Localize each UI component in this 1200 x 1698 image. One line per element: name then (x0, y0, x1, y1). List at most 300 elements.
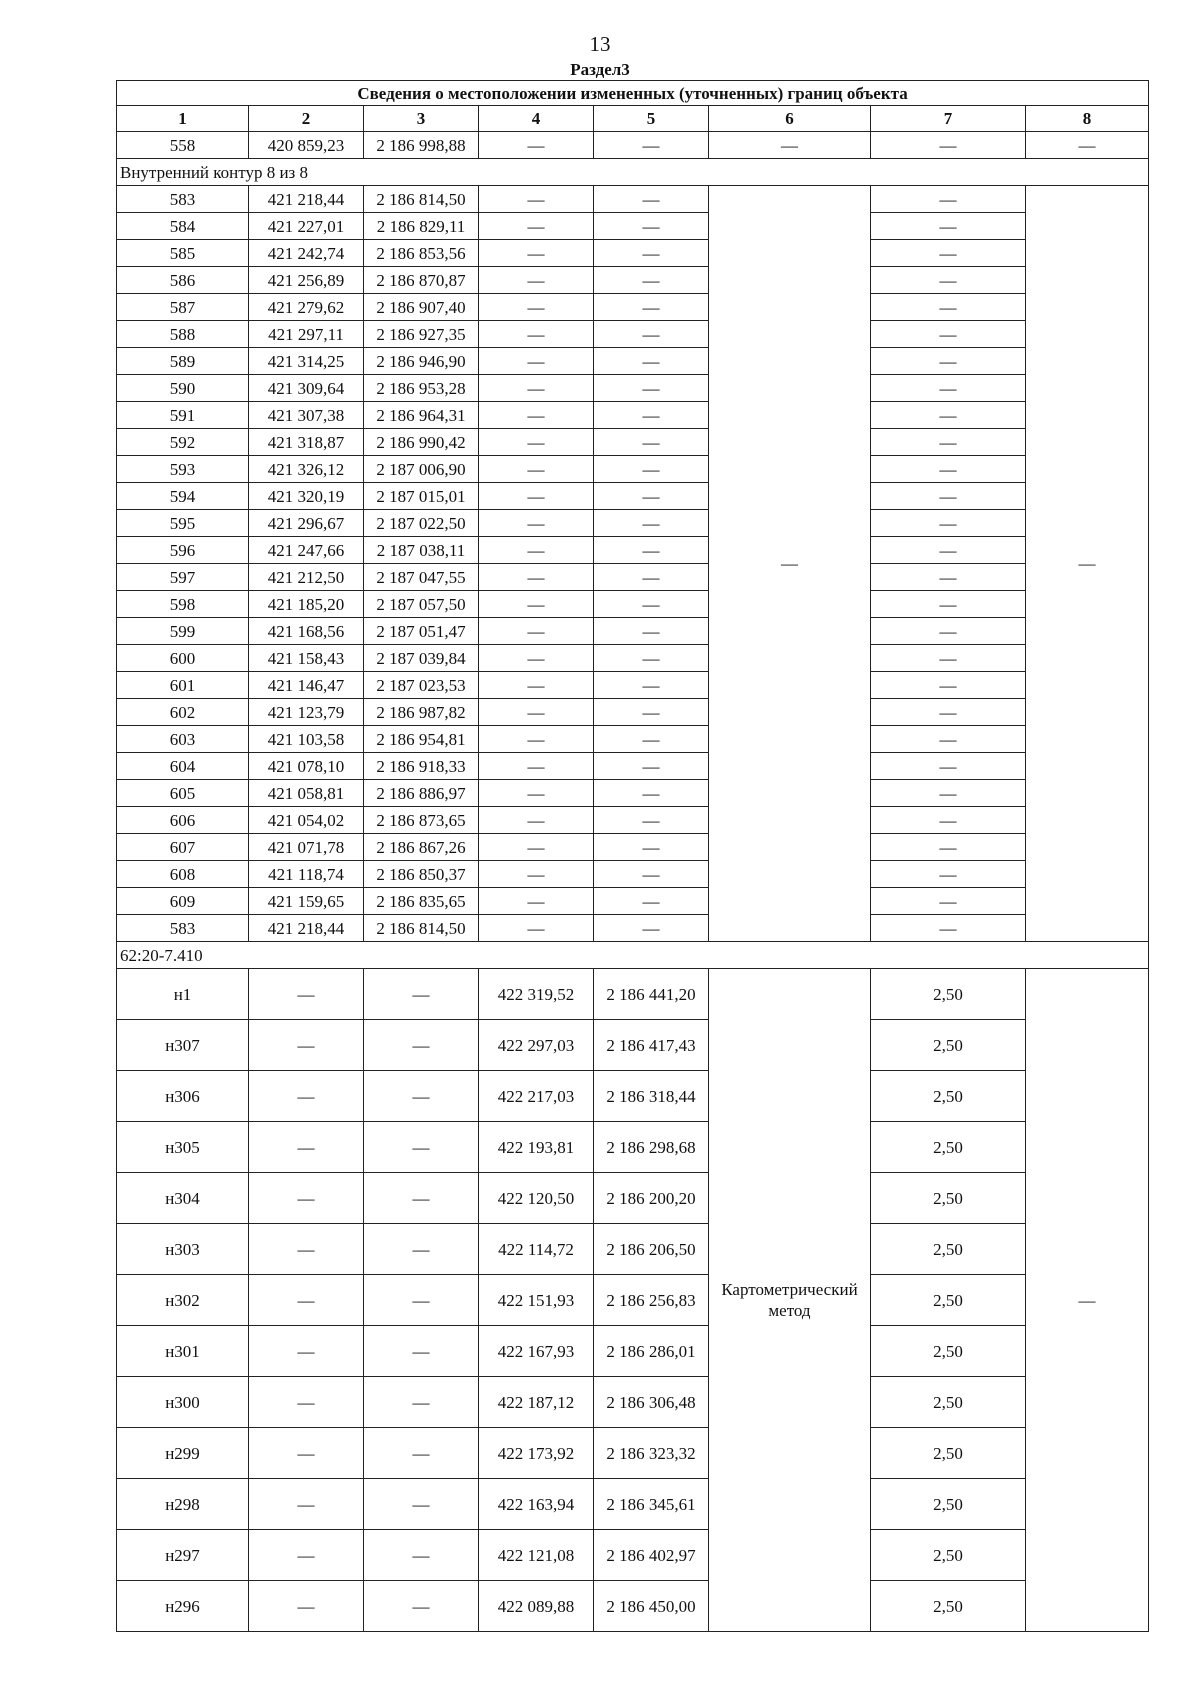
table-cell: — (479, 267, 594, 294)
table-cell: — (479, 510, 594, 537)
table-cell: — (871, 321, 1026, 348)
table-cell: — (479, 618, 594, 645)
table-cell: — (479, 348, 594, 375)
table-cell: н300 (117, 1377, 249, 1428)
table-cell: — (871, 240, 1026, 267)
table-cell: — (594, 402, 709, 429)
table-cell: — (249, 969, 364, 1020)
table-cell: 422 121,08 (479, 1530, 594, 1581)
table-cell: 422 114,72 (479, 1224, 594, 1275)
table-cell: 2 186 946,90 (364, 348, 479, 375)
table-cell: н296 (117, 1581, 249, 1632)
table-cell: 422 151,93 (479, 1275, 594, 1326)
table-cell: 421 296,67 (249, 510, 364, 537)
table-cell: н1 (117, 969, 249, 1020)
table-cell: 422 319,52 (479, 969, 594, 1020)
table-row (117, 375, 1149, 402)
table-row (117, 834, 1149, 861)
table-row (117, 267, 1149, 294)
table-row (117, 888, 1149, 915)
table-cell: 2,50 (871, 1326, 1026, 1377)
table-cell: — (479, 726, 594, 753)
table-row (117, 753, 1149, 780)
parcel-label-row (117, 942, 1149, 969)
table-cell: 2 186 200,20 (594, 1173, 709, 1224)
table-row (117, 1020, 1149, 1071)
table-cell: 2,50 (871, 1224, 1026, 1275)
table-row (117, 915, 1149, 942)
table-cell: 2 186 964,31 (364, 402, 479, 429)
table-row (117, 1071, 1149, 1122)
merged-cell-col6: — (709, 186, 871, 942)
table-cell: — (871, 699, 1026, 726)
table-cell: — (479, 429, 594, 456)
table-cell: — (594, 456, 709, 483)
table-cell: 558 (117, 132, 249, 159)
table-cell: — (871, 375, 1026, 402)
table-cell: н302 (117, 1275, 249, 1326)
table-cell: — (871, 456, 1026, 483)
table-cell: 598 (117, 591, 249, 618)
table-cell: 2,50 (871, 1377, 1026, 1428)
table-cell: 421 326,12 (249, 456, 364, 483)
table-cell: — (709, 132, 871, 159)
table-cell: — (871, 780, 1026, 807)
table-cell: 421 185,20 (249, 591, 364, 618)
table-cell: 2 186 441,20 (594, 969, 709, 1020)
table-cell: 2 186 306,48 (594, 1377, 709, 1428)
table-cell: 421 218,44 (249, 186, 364, 213)
table-cell: 421 297,11 (249, 321, 364, 348)
table-cell: 421 314,25 (249, 348, 364, 375)
table-cell: 2,50 (871, 1173, 1026, 1224)
table-cell: — (249, 1122, 364, 1173)
table-cell: 2 186 867,26 (364, 834, 479, 861)
table-cell: н304 (117, 1173, 249, 1224)
table-row (117, 537, 1149, 564)
contour-label: Внутренний контур 8 из 8 (117, 159, 1149, 186)
table-cell: — (594, 375, 709, 402)
table-cell: н298 (117, 1479, 249, 1530)
table-cell: 2 187 023,53 (364, 672, 479, 699)
table-cell: 2 187 006,90 (364, 456, 479, 483)
table-cell: — (249, 1224, 364, 1275)
table-cell: — (871, 753, 1026, 780)
table-cell: — (479, 537, 594, 564)
table-cell: 2,50 (871, 1479, 1026, 1530)
section-title: Раздел3 (570, 60, 630, 79)
table-cell: 2 186 907,40 (364, 294, 479, 321)
table-cell: — (594, 267, 709, 294)
table-cell: 421 307,38 (249, 402, 364, 429)
table-cell: — (479, 132, 594, 159)
table-cell: 2 186 870,87 (364, 267, 479, 294)
table-cell: — (871, 348, 1026, 375)
table-cell: — (364, 1020, 479, 1071)
table-cell: — (594, 564, 709, 591)
table-cell: — (249, 1020, 364, 1071)
table-cell: 2,50 (871, 1530, 1026, 1581)
table-cell: — (594, 483, 709, 510)
table-cell: 421 318,87 (249, 429, 364, 456)
table-cell: 2 186 814,50 (364, 915, 479, 942)
table-cell: — (594, 429, 709, 456)
table-cell: — (871, 672, 1026, 699)
table-cell: 421 309,64 (249, 375, 364, 402)
table-cell: — (594, 888, 709, 915)
table-cell: 2 186 954,81 (364, 726, 479, 753)
column-number: 3 (364, 106, 479, 132)
table-cell: — (479, 294, 594, 321)
table-cell: 422 120,50 (479, 1173, 594, 1224)
table-cell: 583 (117, 186, 249, 213)
table-row (117, 402, 1149, 429)
table-cell: — (479, 645, 594, 672)
table-cell: — (249, 1377, 364, 1428)
table-cell: 599 (117, 618, 249, 645)
table-cell: 421 279,62 (249, 294, 364, 321)
table-cell: 584 (117, 213, 249, 240)
table-cell: 2 186 918,33 (364, 753, 479, 780)
table-cell: — (479, 375, 594, 402)
table-cell: 421 118,74 (249, 861, 364, 888)
table-cell: 594 (117, 483, 249, 510)
table-row (117, 969, 1149, 1020)
table-row (117, 861, 1149, 888)
table-cell: 421 071,78 (249, 834, 364, 861)
table-body (117, 81, 1149, 1632)
table-cell: — (594, 591, 709, 618)
table-cell: 2,50 (871, 1275, 1026, 1326)
table-cell: 601 (117, 672, 249, 699)
table-row (117, 429, 1149, 456)
table-row (117, 294, 1149, 321)
table-cell: 588 (117, 321, 249, 348)
table-cell: — (594, 213, 709, 240)
parcel-label: 62:20-7.410 (117, 942, 1149, 969)
table-cell: 2,50 (871, 1020, 1026, 1071)
table-cell: 2,50 (871, 1581, 1026, 1632)
table-row (117, 618, 1149, 645)
table-cell: 2 186 417,43 (594, 1020, 709, 1071)
table-row (117, 1173, 1149, 1224)
table-cell: — (594, 510, 709, 537)
table-cell: 604 (117, 753, 249, 780)
table-cell: — (871, 537, 1026, 564)
table-cell: 420 859,23 (249, 132, 364, 159)
table-cell: — (594, 240, 709, 267)
table-cell: 2 186 850,37 (364, 861, 479, 888)
table-cell: 592 (117, 429, 249, 456)
table-row (117, 591, 1149, 618)
table-cell: 421 158,43 (249, 645, 364, 672)
table-row (117, 1122, 1149, 1173)
table-row (117, 1530, 1149, 1581)
table-cell: — (249, 1479, 364, 1530)
table-cell: 2 187 038,11 (364, 537, 479, 564)
table-cell: — (594, 132, 709, 159)
table-cell: 2 187 051,47 (364, 618, 479, 645)
column-number: 2 (249, 106, 364, 132)
table-cell: 583 (117, 915, 249, 942)
table-cell: 421 212,50 (249, 564, 364, 591)
table-title: Сведения о местоположении измененных (уточненных) границ объекта (117, 81, 1149, 106)
table-cell: 606 (117, 807, 249, 834)
table-row (117, 483, 1149, 510)
table-cell: — (479, 456, 594, 483)
table-row (117, 807, 1149, 834)
table-cell: 422 217,03 (479, 1071, 594, 1122)
table-cell: 2,50 (871, 1122, 1026, 1173)
table-cell: — (594, 780, 709, 807)
table-cell: — (479, 780, 594, 807)
column-number: 8 (1026, 106, 1149, 132)
table-cell: н303 (117, 1224, 249, 1275)
table-cell: 2 187 039,84 (364, 645, 479, 672)
table-cell: 421 227,01 (249, 213, 364, 240)
table-cell: 2 186 998,88 (364, 132, 479, 159)
table-cell: — (249, 1530, 364, 1581)
table-cell: — (871, 483, 1026, 510)
table-cell: 591 (117, 402, 249, 429)
table-cell: 421 218,44 (249, 915, 364, 942)
table-cell: 595 (117, 510, 249, 537)
table-cell: 593 (117, 456, 249, 483)
table-cell: — (594, 753, 709, 780)
table-row (117, 1377, 1149, 1428)
table-cell: — (479, 915, 594, 942)
table-cell: — (249, 1326, 364, 1377)
table-title-row (117, 81, 1149, 106)
table-cell: 2 186 953,28 (364, 375, 479, 402)
table-cell: н306 (117, 1071, 249, 1122)
table-cell: 605 (117, 780, 249, 807)
table-cell: — (871, 888, 1026, 915)
table-cell: 422 297,03 (479, 1020, 594, 1071)
table-cell: 2 186 286,01 (594, 1326, 709, 1377)
table-cell: 421 256,89 (249, 267, 364, 294)
table-cell: 608 (117, 861, 249, 888)
table-cell: — (594, 834, 709, 861)
table-cell: 596 (117, 537, 249, 564)
table-cell: 609 (117, 888, 249, 915)
table-cell: — (871, 402, 1026, 429)
table-cell: — (479, 888, 594, 915)
table-cell: н297 (117, 1530, 249, 1581)
table-cell: 421 168,56 (249, 618, 364, 645)
table-cell: — (871, 834, 1026, 861)
table-cell: 2 186 206,50 (594, 1224, 709, 1275)
table-cell: — (249, 1275, 364, 1326)
table-cell: — (594, 186, 709, 213)
table-cell: — (364, 1530, 479, 1581)
column-number: 4 (479, 106, 594, 132)
merged-cell-col8: — (1026, 969, 1149, 1632)
column-numbers-row (117, 106, 1149, 132)
table-cell: 2 186 323,32 (594, 1428, 709, 1479)
table-cell: — (479, 186, 594, 213)
table-cell: 2 186 853,56 (364, 240, 479, 267)
table-cell: — (871, 915, 1026, 942)
table-cell: 422 167,93 (479, 1326, 594, 1377)
table-cell: 2 187 015,01 (364, 483, 479, 510)
table-cell: — (594, 672, 709, 699)
table-cell: 2 186 987,82 (364, 699, 479, 726)
table-cell: — (871, 294, 1026, 321)
table-cell: — (871, 267, 1026, 294)
table-row (117, 1275, 1149, 1326)
table-cell: 2,50 (871, 1428, 1026, 1479)
table-cell: 421 058,81 (249, 780, 364, 807)
table-cell: 2 186 927,35 (364, 321, 479, 348)
table-cell: — (871, 591, 1026, 618)
boundary-coordinates-table (116, 80, 1149, 1632)
table-row (117, 1224, 1149, 1275)
table-cell: — (871, 861, 1026, 888)
table-row (117, 1326, 1149, 1377)
table-cell: — (364, 1224, 479, 1275)
table-cell: 2,50 (871, 969, 1026, 1020)
table-cell: 422 173,92 (479, 1428, 594, 1479)
table-cell: 600 (117, 645, 249, 672)
table-cell: — (871, 186, 1026, 213)
table-cell: 2 186 814,50 (364, 186, 479, 213)
merged-cell-col8: — (1026, 186, 1149, 942)
table-cell: 421 054,02 (249, 807, 364, 834)
table-row (117, 186, 1149, 213)
table-cell: 421 078,10 (249, 753, 364, 780)
table-row (117, 726, 1149, 753)
table-row (117, 672, 1149, 699)
table-cell: 602 (117, 699, 249, 726)
table-cell: 2 187 047,55 (364, 564, 479, 591)
table-row (117, 240, 1149, 267)
table-cell: н301 (117, 1326, 249, 1377)
table-cell: — (594, 726, 709, 753)
table-cell: — (364, 1275, 479, 1326)
table-cell: — (594, 321, 709, 348)
table-cell: — (871, 726, 1026, 753)
table-cell: — (594, 861, 709, 888)
table-cell: 2 186 835,65 (364, 888, 479, 915)
column-number: 6 (709, 106, 871, 132)
table-row (117, 213, 1149, 240)
table-cell: — (479, 240, 594, 267)
table-cell: — (479, 807, 594, 834)
table-cell: н307 (117, 1020, 249, 1071)
table-cell: — (1026, 132, 1149, 159)
table-cell: — (594, 618, 709, 645)
table-row (117, 1581, 1149, 1632)
table-cell: 607 (117, 834, 249, 861)
table-cell: 421 146,47 (249, 672, 364, 699)
table-cell: 2 186 450,00 (594, 1581, 709, 1632)
table-cell: — (479, 672, 594, 699)
table-cell: н299 (117, 1428, 249, 1479)
table-cell: — (249, 1071, 364, 1122)
table-row (117, 564, 1149, 591)
table-cell: — (871, 564, 1026, 591)
table-row (117, 132, 1149, 159)
table-cell: 421 247,66 (249, 537, 364, 564)
table-cell: 2 186 829,11 (364, 213, 479, 240)
table-cell: 421 103,58 (249, 726, 364, 753)
table-row (117, 348, 1149, 375)
table-cell: — (364, 969, 479, 1020)
table-cell: — (479, 861, 594, 888)
table-cell: — (364, 1071, 479, 1122)
column-number: 5 (594, 106, 709, 132)
table-cell: — (364, 1377, 479, 1428)
table-cell: — (249, 1173, 364, 1224)
page-number: 13 (589, 32, 611, 56)
table-cell: — (479, 591, 594, 618)
table-cell: — (479, 564, 594, 591)
table-cell: 2 186 345,61 (594, 1479, 709, 1530)
table-cell: 422 089,88 (479, 1581, 594, 1632)
table-cell: — (871, 429, 1026, 456)
table-cell: 585 (117, 240, 249, 267)
table-cell: 2 187 057,50 (364, 591, 479, 618)
table-cell: — (249, 1428, 364, 1479)
table-cell: — (479, 753, 594, 780)
table-cell: 421 159,65 (249, 888, 364, 915)
table-row (117, 456, 1149, 483)
table-cell: — (479, 213, 594, 240)
table-cell: 2 186 318,44 (594, 1071, 709, 1122)
table-cell: 421 320,19 (249, 483, 364, 510)
table-cell: — (364, 1173, 479, 1224)
table-cell: — (594, 348, 709, 375)
table-cell: — (364, 1479, 479, 1530)
table-cell: — (594, 645, 709, 672)
table-cell: 590 (117, 375, 249, 402)
method-cell: Картометрический метод (709, 969, 871, 1632)
table-cell: 2 187 022,50 (364, 510, 479, 537)
table-cell: — (479, 834, 594, 861)
table-cell: 2,50 (871, 1071, 1026, 1122)
table-cell: 422 193,81 (479, 1122, 594, 1173)
table-cell: 422 187,12 (479, 1377, 594, 1428)
table-row (117, 321, 1149, 348)
table-cell: — (594, 699, 709, 726)
table-cell: — (871, 645, 1026, 672)
table-cell: 2 186 256,83 (594, 1275, 709, 1326)
column-number: 7 (871, 106, 1026, 132)
table-cell: — (479, 483, 594, 510)
table-cell: — (871, 213, 1026, 240)
table-cell: 421 123,79 (249, 699, 364, 726)
table-cell: 2 186 298,68 (594, 1122, 709, 1173)
table-cell: 589 (117, 348, 249, 375)
table-cell: — (594, 537, 709, 564)
table-cell: — (364, 1122, 479, 1173)
table-cell: 586 (117, 267, 249, 294)
table-row (117, 699, 1149, 726)
table-cell: 2 186 886,97 (364, 780, 479, 807)
table-row (117, 1428, 1149, 1479)
table-cell: — (364, 1428, 479, 1479)
table-cell: 597 (117, 564, 249, 591)
table-cell: — (594, 915, 709, 942)
contour-label-row (117, 159, 1149, 186)
table-cell: — (364, 1581, 479, 1632)
table-row (117, 645, 1149, 672)
table-cell: — (871, 510, 1026, 537)
table-cell: — (871, 807, 1026, 834)
table-cell: — (871, 132, 1026, 159)
table-cell: — (871, 618, 1026, 645)
